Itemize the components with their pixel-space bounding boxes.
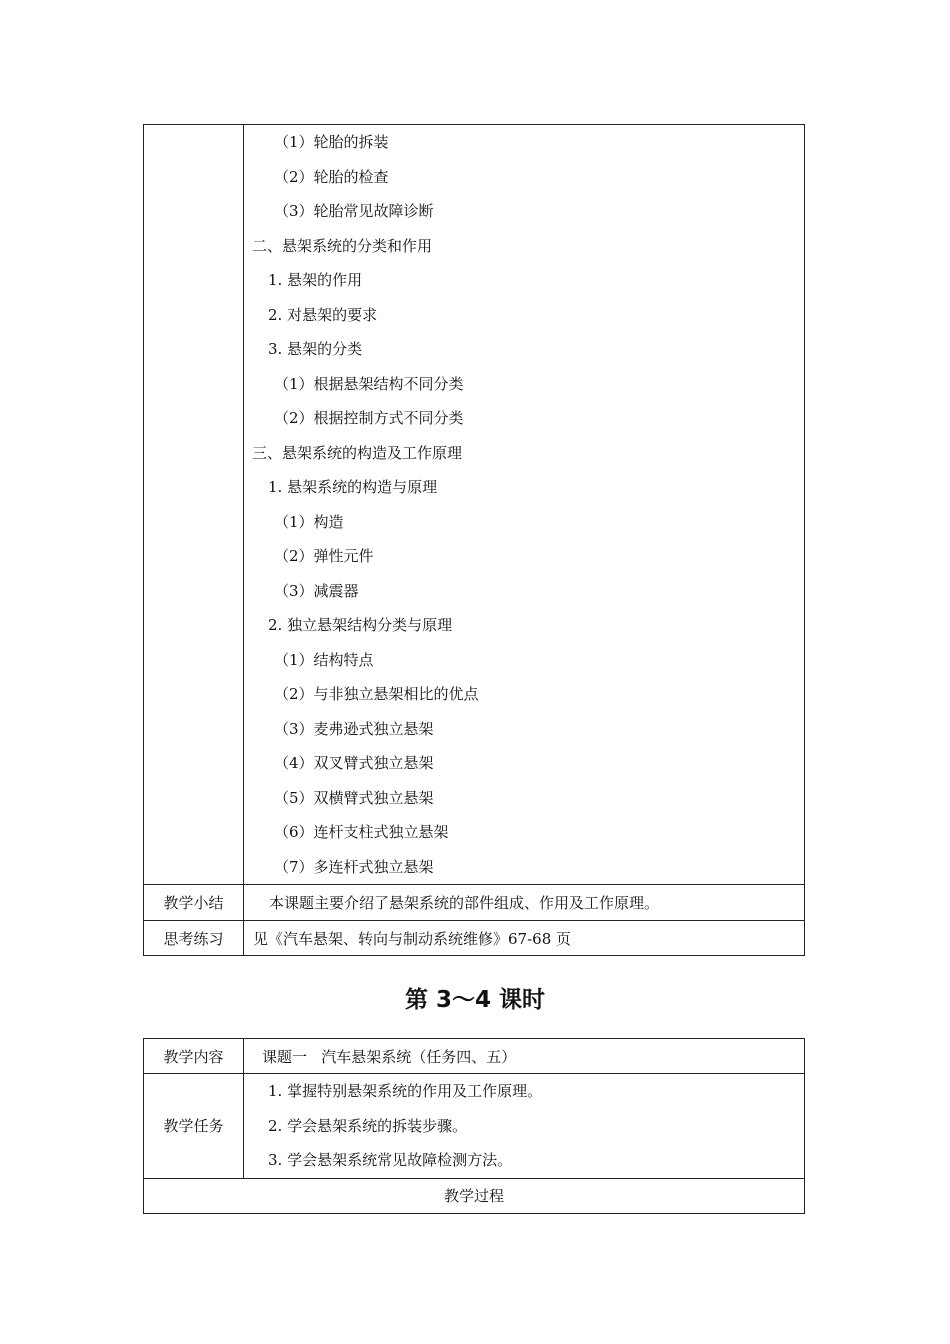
process-row [144, 1178, 805, 1213]
outline-label-cell [144, 125, 244, 885]
summary-row [144, 885, 805, 921]
exercise-text: 见《汽车悬架、转向与制动系统维修》67-68 页 [244, 921, 805, 956]
content-row [144, 1039, 805, 1074]
outline-item: （2）根据控制方式不同分类 [274, 409, 464, 427]
outline-row [144, 125, 805, 885]
exercise-label: 思考练习 [144, 921, 244, 956]
task-item: 3. 学会悬架系统常见故障检测方法。 [268, 1151, 513, 1169]
lesson-table-1 [143, 124, 805, 956]
section-title: 第 3～4 课时 [404, 987, 546, 1013]
outline-list [244, 125, 804, 884]
outline-item: （7）多连杆式独立悬架 [274, 857, 434, 876]
outline-item: （3）减震器 [274, 581, 359, 600]
outline-cell [244, 125, 805, 885]
outline-item: （5）双横臂式独立悬架 [274, 788, 434, 807]
task-cell [244, 1074, 805, 1179]
task-row [144, 1074, 805, 1179]
outline-item: （2）轮胎的检查 [274, 167, 389, 186]
outline-item: （4）双叉臂式独立悬架 [274, 754, 434, 772]
task-label: 教学任务 [144, 1074, 244, 1179]
summary-label: 教学小结 [144, 885, 244, 921]
outline-item: 1. 悬架的作用 [268, 271, 363, 289]
outline-item: 二、悬架系统的分类和作用 [252, 236, 433, 255]
outline-item: 3. 悬架的分类 [268, 340, 363, 358]
lesson-table-2 [143, 1038, 805, 1214]
outline-item: （6）连杆支柱式独立悬架 [274, 823, 449, 841]
task-item: 2. 学会悬架系统的拆装步骤。 [268, 1116, 468, 1135]
outline-item: （1）构造 [274, 512, 344, 531]
outline-item: （2）与非独立悬架相比的优点 [274, 685, 479, 703]
outline-item: （2）弹性元件 [274, 547, 374, 565]
process-label: 教学过程 [144, 1178, 805, 1213]
summary-text: 本课题主要介绍了悬架系统的部件组成、作用及工作原理。 [244, 885, 805, 921]
outline-item: （3）轮胎常见故障诊断 [274, 202, 434, 220]
outline-item: 1. 悬架系统的构造与原理 [268, 478, 438, 496]
content-label: 教学内容 [144, 1039, 244, 1074]
outline-item: （1）轮胎的拆装 [274, 133, 389, 151]
task-item: 1. 掌握特别悬架系统的作用及工作原理。 [268, 1082, 543, 1100]
content-text: 课题一 汽车悬架系统（任务四、五） [244, 1039, 805, 1074]
outline-item: （3）麦弗逊式独立悬架 [274, 719, 434, 738]
outline-item: （1）根据悬架结构不同分类 [274, 374, 464, 393]
exercise-row [144, 921, 805, 956]
outline-item: 2. 独立悬架结构分类与原理 [268, 616, 453, 634]
outline-item: （1）结构特点 [274, 650, 374, 669]
outline-item: 三、悬架系统的构造及工作原理 [252, 443, 463, 462]
outline-item: 2. 对悬架的要求 [268, 305, 378, 324]
